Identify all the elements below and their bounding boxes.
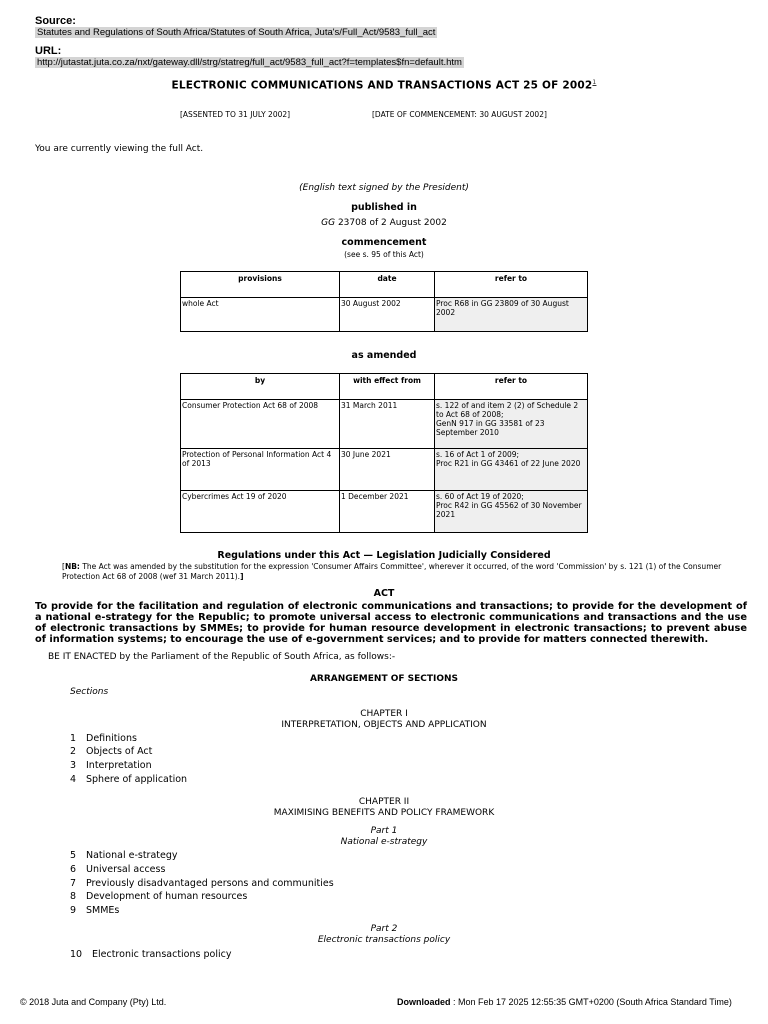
table-row <box>181 491 588 533</box>
section-number: 5 <box>70 850 77 861</box>
nb-text: The Act was amended by the substitution for the expression 'Consumer Affairs Committee', wherever it occurred, of the word 'Commission' by s. 121 (1) of the Consumer Protection Act 68 of 2008 (wef 31 March 2011). <box>62 562 722 581</box>
table-cell: whole Act <box>181 298 340 332</box>
downloaded-label: Downloaded <box>397 997 451 1007</box>
table-cell: 31 March 2011 <box>340 400 435 449</box>
col-header: refer to <box>435 374 588 400</box>
part-2-title: Electronic transactions policy <box>317 935 451 945</box>
section-title: Development of human resources <box>86 891 248 902</box>
english-text-note: (English text signed by the President) <box>299 183 469 193</box>
section-link[interactable] <box>70 878 334 889</box>
section-link[interactable] <box>70 905 119 916</box>
enacting-clause: BE IT ENACTED by the Parliament of the Republic of South Africa, as follows:- <box>48 652 396 662</box>
section-title: SMMEs <box>86 905 120 916</box>
title-footnote-link[interactable]: 1 <box>592 79 597 86</box>
table-cell: Cybercrimes Act 19 of 2020 <box>181 491 340 533</box>
section-number: 7 <box>70 878 77 889</box>
downloaded-value: : Mon Feb 17 2025 12:55:35 GMT+0200 (South Africa Standard Time) <box>450 997 732 1007</box>
viewing-note: You are currently viewing the full Act. <box>35 144 204 154</box>
section-title: Universal access <box>86 864 166 875</box>
footer-downloaded <box>397 997 732 1007</box>
nb-note: [NB: The Act was amended by the substitution for the expression 'Consumer Affairs Committee', wherever it occurred, of the word 'Commission' by s. 121 (1) of the Consumer Protection Act 68 of 2008 (wef 31 March 2011).] <box>62 562 722 581</box>
section-link[interactable] <box>70 760 152 771</box>
section-title: Previously disadvantaged persons and communities <box>86 878 334 889</box>
section-title: Interpretation <box>86 760 152 771</box>
part-2-label: Part 2 <box>370 924 398 934</box>
section-title: National e-strategy <box>86 850 178 861</box>
section-number: 10 <box>70 949 83 960</box>
chapter-1-title: INTERPRETATION, OBJECTS AND APPLICATION <box>281 720 487 730</box>
long-title: To provide for the facilitation and regulation of electronic communications and transactions; to provide for the development of a national e-strategy for the Republic; to promote universal access to electronic communications and transactions and the use of electronic transactions by SMMEs; to provide for human resource development in electronic transactions; to prevent abuse of information systems; to encourage the use of e-government services; and to provide for matters connected therewith. <box>35 601 747 645</box>
as-amended-heading: as amended <box>351 350 417 361</box>
amendments-table <box>180 373 588 533</box>
act-title <box>0 79 768 92</box>
section-link[interactable] <box>70 850 178 861</box>
section-link[interactable] <box>70 891 247 902</box>
section-number: 6 <box>70 864 77 875</box>
section-title: Definitions <box>86 733 137 744</box>
col-header: with effect from <box>340 374 435 400</box>
col-header: date <box>340 272 435 298</box>
section-link[interactable] <box>70 774 187 785</box>
commencement-heading: commencement <box>341 237 427 248</box>
url-label: URL: <box>35 45 62 57</box>
table-cell: s. 60 of Act 19 of 2020; Proc R42 in GG 45562 of 30 November 2021 <box>435 491 588 533</box>
part-1-title: National e-strategy <box>340 837 428 847</box>
table-header-row <box>181 272 588 298</box>
section-link[interactable] <box>70 949 231 960</box>
chapter-2-label: CHAPTER II <box>358 797 410 807</box>
section-number: 2 <box>70 746 77 757</box>
table-row <box>181 400 588 449</box>
table-header-row <box>181 374 588 400</box>
section-number: 9 <box>70 905 77 916</box>
section-title: Electronic transactions policy <box>92 949 232 960</box>
act-title-text: ELECTRONIC COMMUNICATIONS AND TRANSACTIONS ACT 25 OF 2002 <box>171 79 593 92</box>
section-number: 4 <box>70 774 77 785</box>
published-in-heading: published in <box>351 202 417 213</box>
source-value[interactable]: Statutes and Regulations of South Africa/Statutes of South Africa, Juta's/Full_Act/9583_full_act <box>37 27 436 38</box>
chapter-2-title: MAXIMISING BENEFITS AND POLICY FRAMEWORK <box>273 808 495 818</box>
section-number: 8 <box>70 891 77 902</box>
table-cell: 1 December 2021 <box>340 491 435 533</box>
section-number: 3 <box>70 760 77 771</box>
table-cell: s. 16 of Act 1 of 2009; Proc R21 in GG 43461 of 22 June 2020 <box>435 449 588 491</box>
table-row <box>181 298 588 332</box>
gazette-rest: 23708 of 2 August 2002 <box>335 218 447 228</box>
section-link[interactable] <box>70 733 137 744</box>
act-heading: ACT <box>373 588 395 599</box>
arrangement-heading: ARRANGEMENT OF SECTIONS <box>309 674 459 684</box>
part-1-label: Part 1 <box>370 826 398 836</box>
chapter-1-label: CHAPTER I <box>360 709 408 719</box>
section-title: Sphere of application <box>86 774 188 785</box>
regulations-links[interactable]: Regulations under this Act — Legislation Judicially Considered <box>217 550 551 561</box>
gazette-prefix: GG <box>321 218 336 228</box>
section-title: Objects of Act <box>86 746 153 757</box>
url-value[interactable]: http://jutastat.juta.co.za/nxt/gateway.dll/strg/statreg/full_act/9583_full_act?f=templates$fn=default.htm <box>37 57 462 68</box>
table-cell: s. 122 of and item 2 (2) of Schedule 2 to Act 68 of 2008; GenN 917 in GG 33581 of 23 September 2010 <box>435 400 588 449</box>
col-header: by <box>181 374 340 400</box>
assented-date: [ASSENTED TO 31 JULY 2002] <box>180 110 291 119</box>
commencement-sub: (see s. 95 of this Act) <box>344 250 424 259</box>
section-number: 1 <box>70 733 77 744</box>
section-link[interactable] <box>70 746 152 757</box>
table-cell: 30 August 2002 <box>340 298 435 332</box>
table-cell: Protection of Personal Information Act 4 of 2013 <box>181 449 340 491</box>
source-label: Source: <box>35 15 76 27</box>
sections-label: Sections <box>70 687 109 697</box>
table-cell: Consumer Protection Act 68 of 2008 <box>181 400 340 449</box>
table-row <box>181 449 588 491</box>
commencement-date: [DATE OF COMMENCEMENT: 30 AUGUST 2002] <box>372 110 547 119</box>
section-link[interactable] <box>70 864 165 875</box>
commencement-table <box>180 271 588 332</box>
table-cell: 30 June 2021 <box>340 449 435 491</box>
footer-copyright: © 2018 Juta and Company (Pty) Ltd. <box>20 997 167 1007</box>
nb-label: NB: <box>64 562 80 571</box>
col-header: provisions <box>181 272 340 298</box>
col-header: refer to <box>435 272 588 298</box>
gazette-reference <box>0 218 768 228</box>
table-cell: Proc R68 in GG 23809 of 30 August 2002 <box>435 298 588 332</box>
